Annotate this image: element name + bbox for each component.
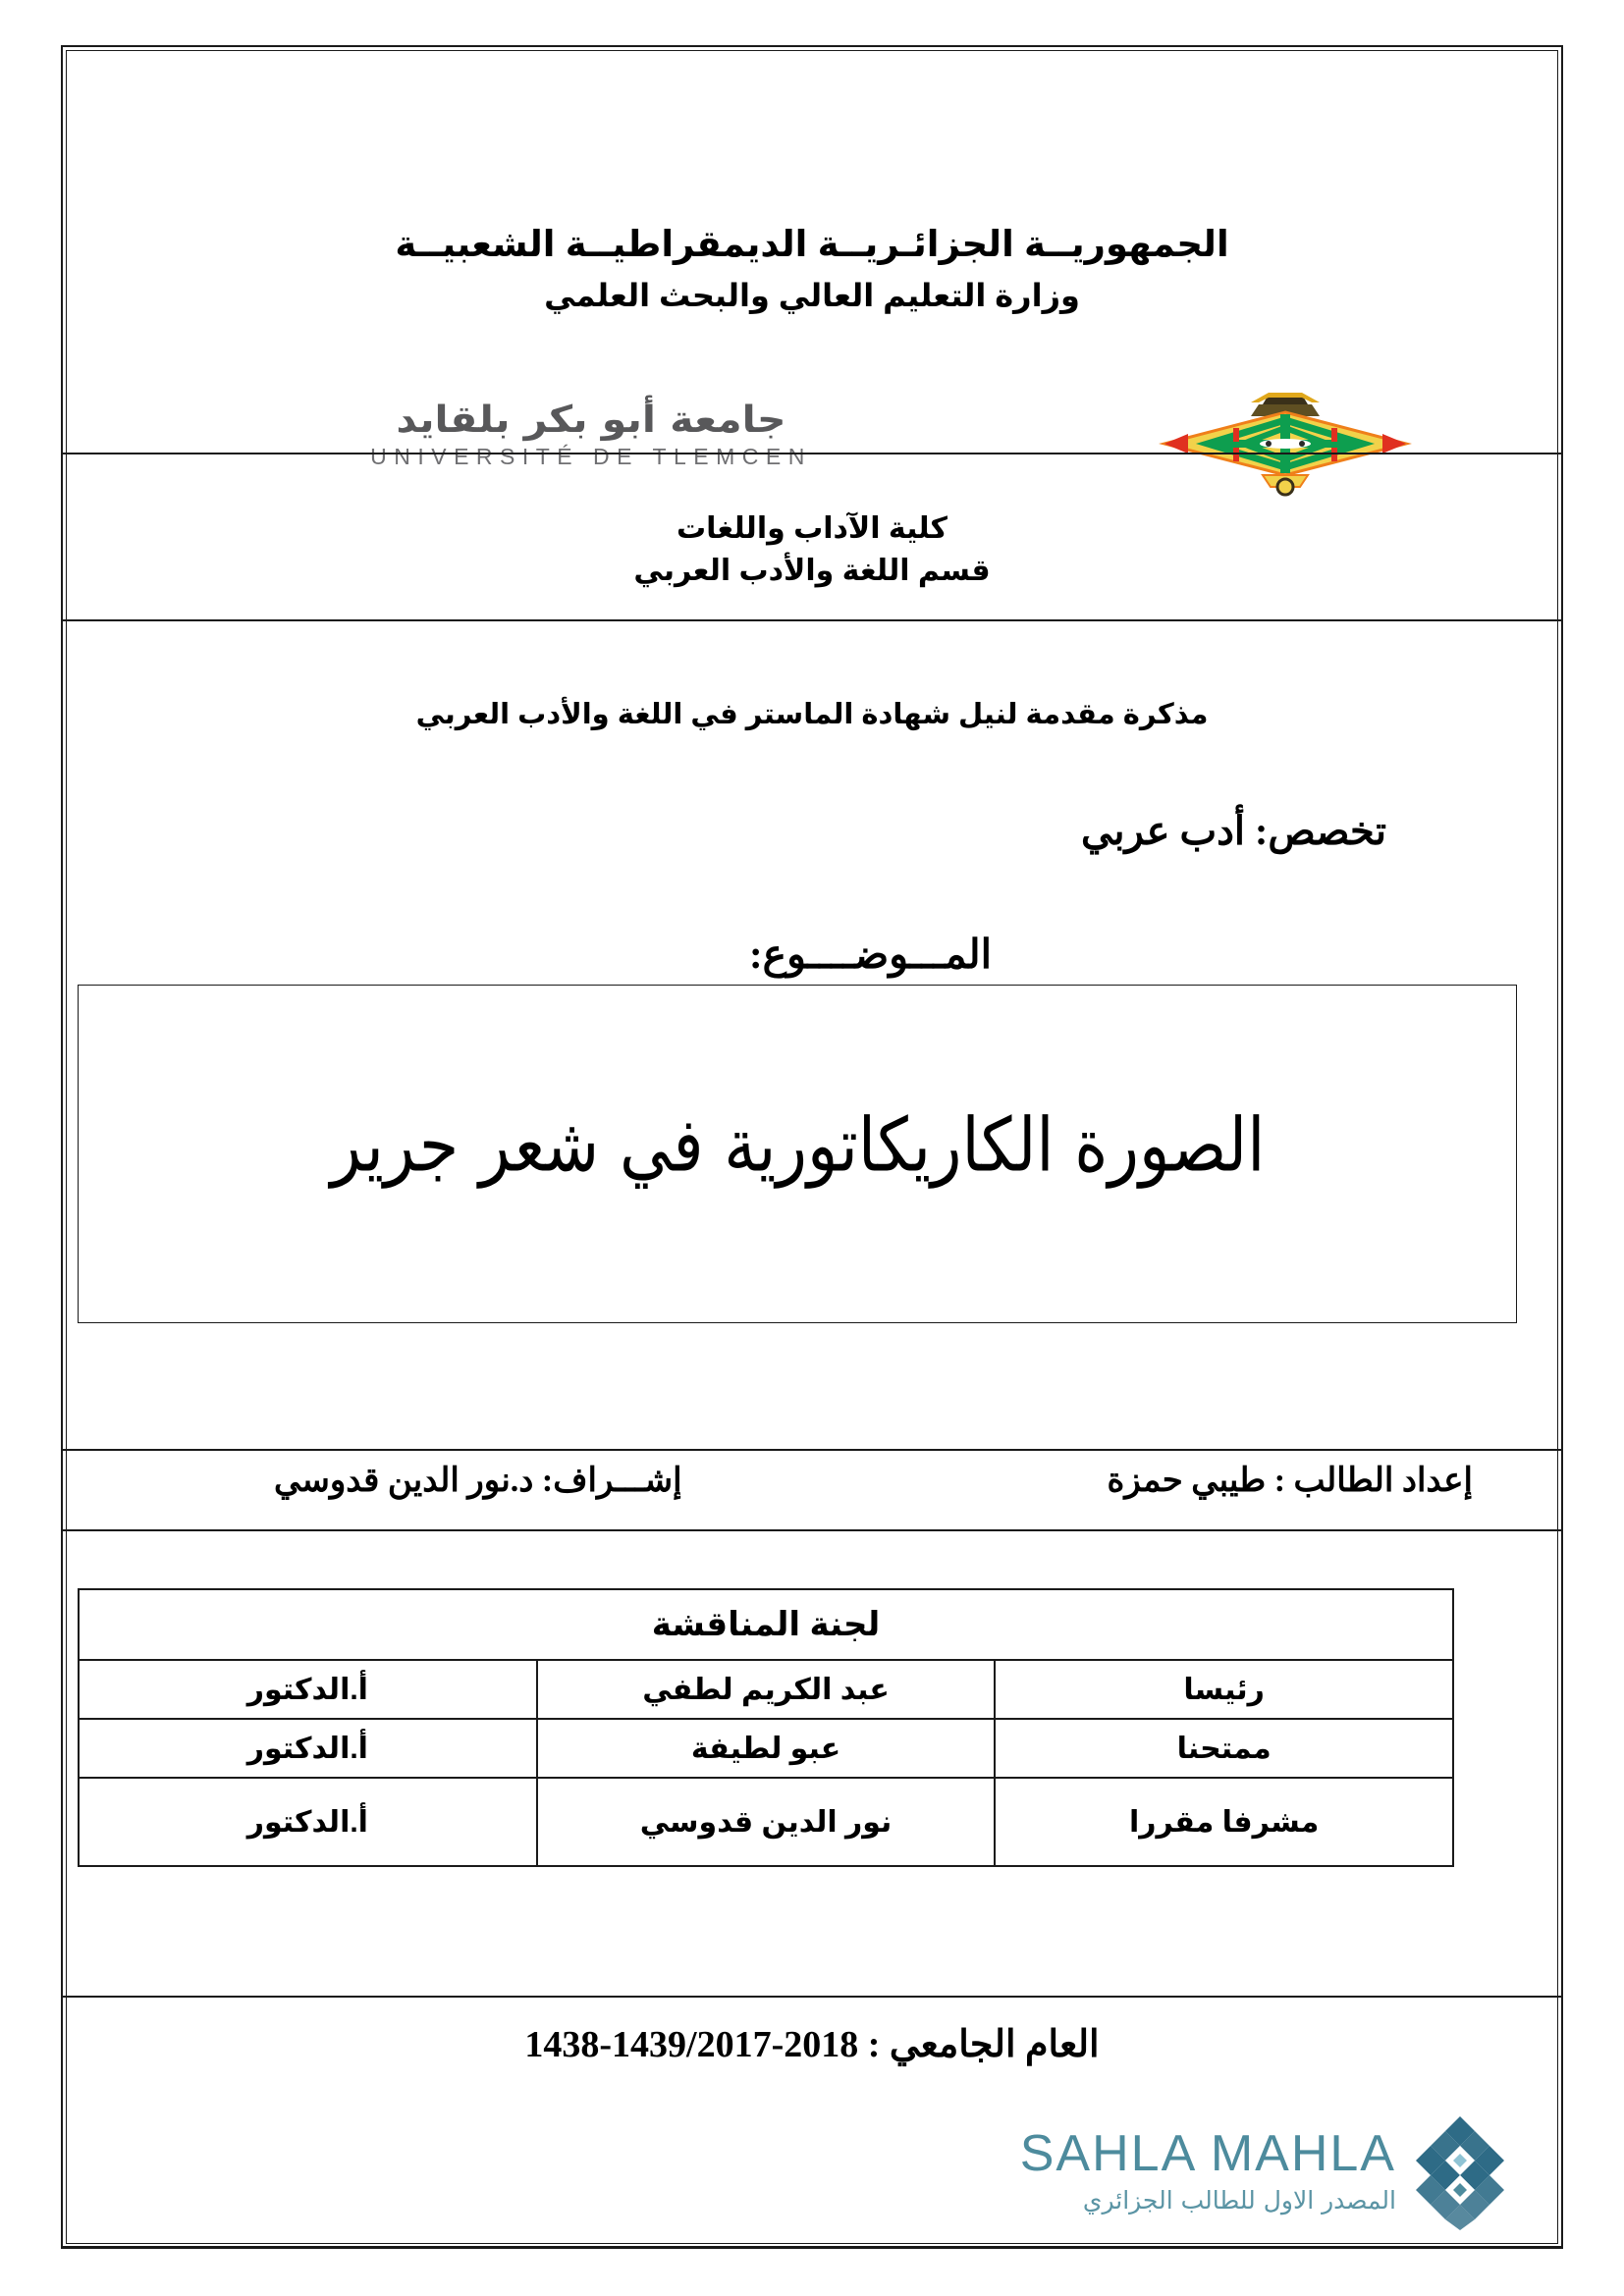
university-banner [63,393,1561,501]
university-name-arabic: جامعة أبو بكر بلقايد [396,397,786,442]
faculty-name: كلية الآداب واللغات [676,512,948,545]
sahla-mahla-watermark [1003,2120,1514,2248]
footer-divider [63,2246,1561,2248]
title-section-divider [63,1449,1561,1451]
committee-role-2: ممتحنا [995,1719,1453,1778]
watermark-text [1003,2125,1396,2215]
university-emblem-icon [1153,391,1418,497]
academic-year-label: العام الجامعي : [867,2024,1100,2065]
committee-role-3: مشرفا مقررا [995,1778,1453,1866]
committee-name-3: نور الدين قدوسي [537,1778,996,1866]
table-row [79,1719,1453,1778]
year-divider [63,1996,1561,1998]
sahla-mahla-diamond-icon [1406,2114,1514,2230]
committee-header-row [79,1589,1453,1660]
committee-table-wrap [78,1588,1454,1867]
ministry-line: وزارة التعليم العالي والبحث العلمي [544,278,1080,314]
committee-title-1: أ.الدكتور [79,1660,537,1719]
credits-divider [63,1529,1561,1531]
committee-role-1: رئيسا [995,1660,1453,1719]
page-border [61,45,1563,2249]
committee-name-2: عبو لطيفة [537,1719,996,1778]
watermark-brand-name: SAHLA MAHLA [1019,2125,1396,2182]
credits-row [63,1461,1561,1514]
academic-year-value: 1438-1439/2017-2018 [524,2024,859,2065]
republic-line: الجمهوريــة الجزائـريــة الديمقراطيــة الشعبيــة [395,224,1229,264]
document-header [63,47,1561,315]
subject-label: المـــوضــــوع: [749,932,992,977]
header-divider [63,453,1561,454]
committee-heading: لجنة المناقشة [79,1589,1453,1660]
academic-year-line [63,2022,1561,2066]
page-content [63,47,1561,2247]
faculty-divider [63,619,1561,621]
thesis-title-box [78,985,1517,1323]
watermark-tagline: المصدر الاول للطالب الجزائري [1082,2186,1396,2215]
author-line: إعداد الطالب : طيبي حمزة [1107,1463,1473,1499]
university-name-french: UNIVERSITÉ DE TLEMCEN [370,444,812,470]
specialisation-line: تخصص: أدب عربي [1081,809,1386,853]
committee-table [78,1588,1454,1867]
thesis-title: الصورة الكاريكاتورية في شعر جرير [330,1103,1265,1190]
faculty-block [63,508,1561,592]
degree-statement: مذكرة مقدمة لنيل شهادة الماستر في اللغة والأدب العربي [415,699,1209,730]
supervisor-line: إشـــراف: د.نور الدين قدوسي [274,1463,682,1499]
table-row [79,1778,1453,1866]
department-name: قسم اللغة والأدب العربي [633,554,991,587]
committee-title-2: أ.الدكتور [79,1719,537,1778]
university-wordmark [169,399,1013,470]
committee-title-3: أ.الدكتور [79,1778,537,1866]
table-row [79,1660,1453,1719]
committee-name-1: عبد الكريم لطفي [537,1660,996,1719]
